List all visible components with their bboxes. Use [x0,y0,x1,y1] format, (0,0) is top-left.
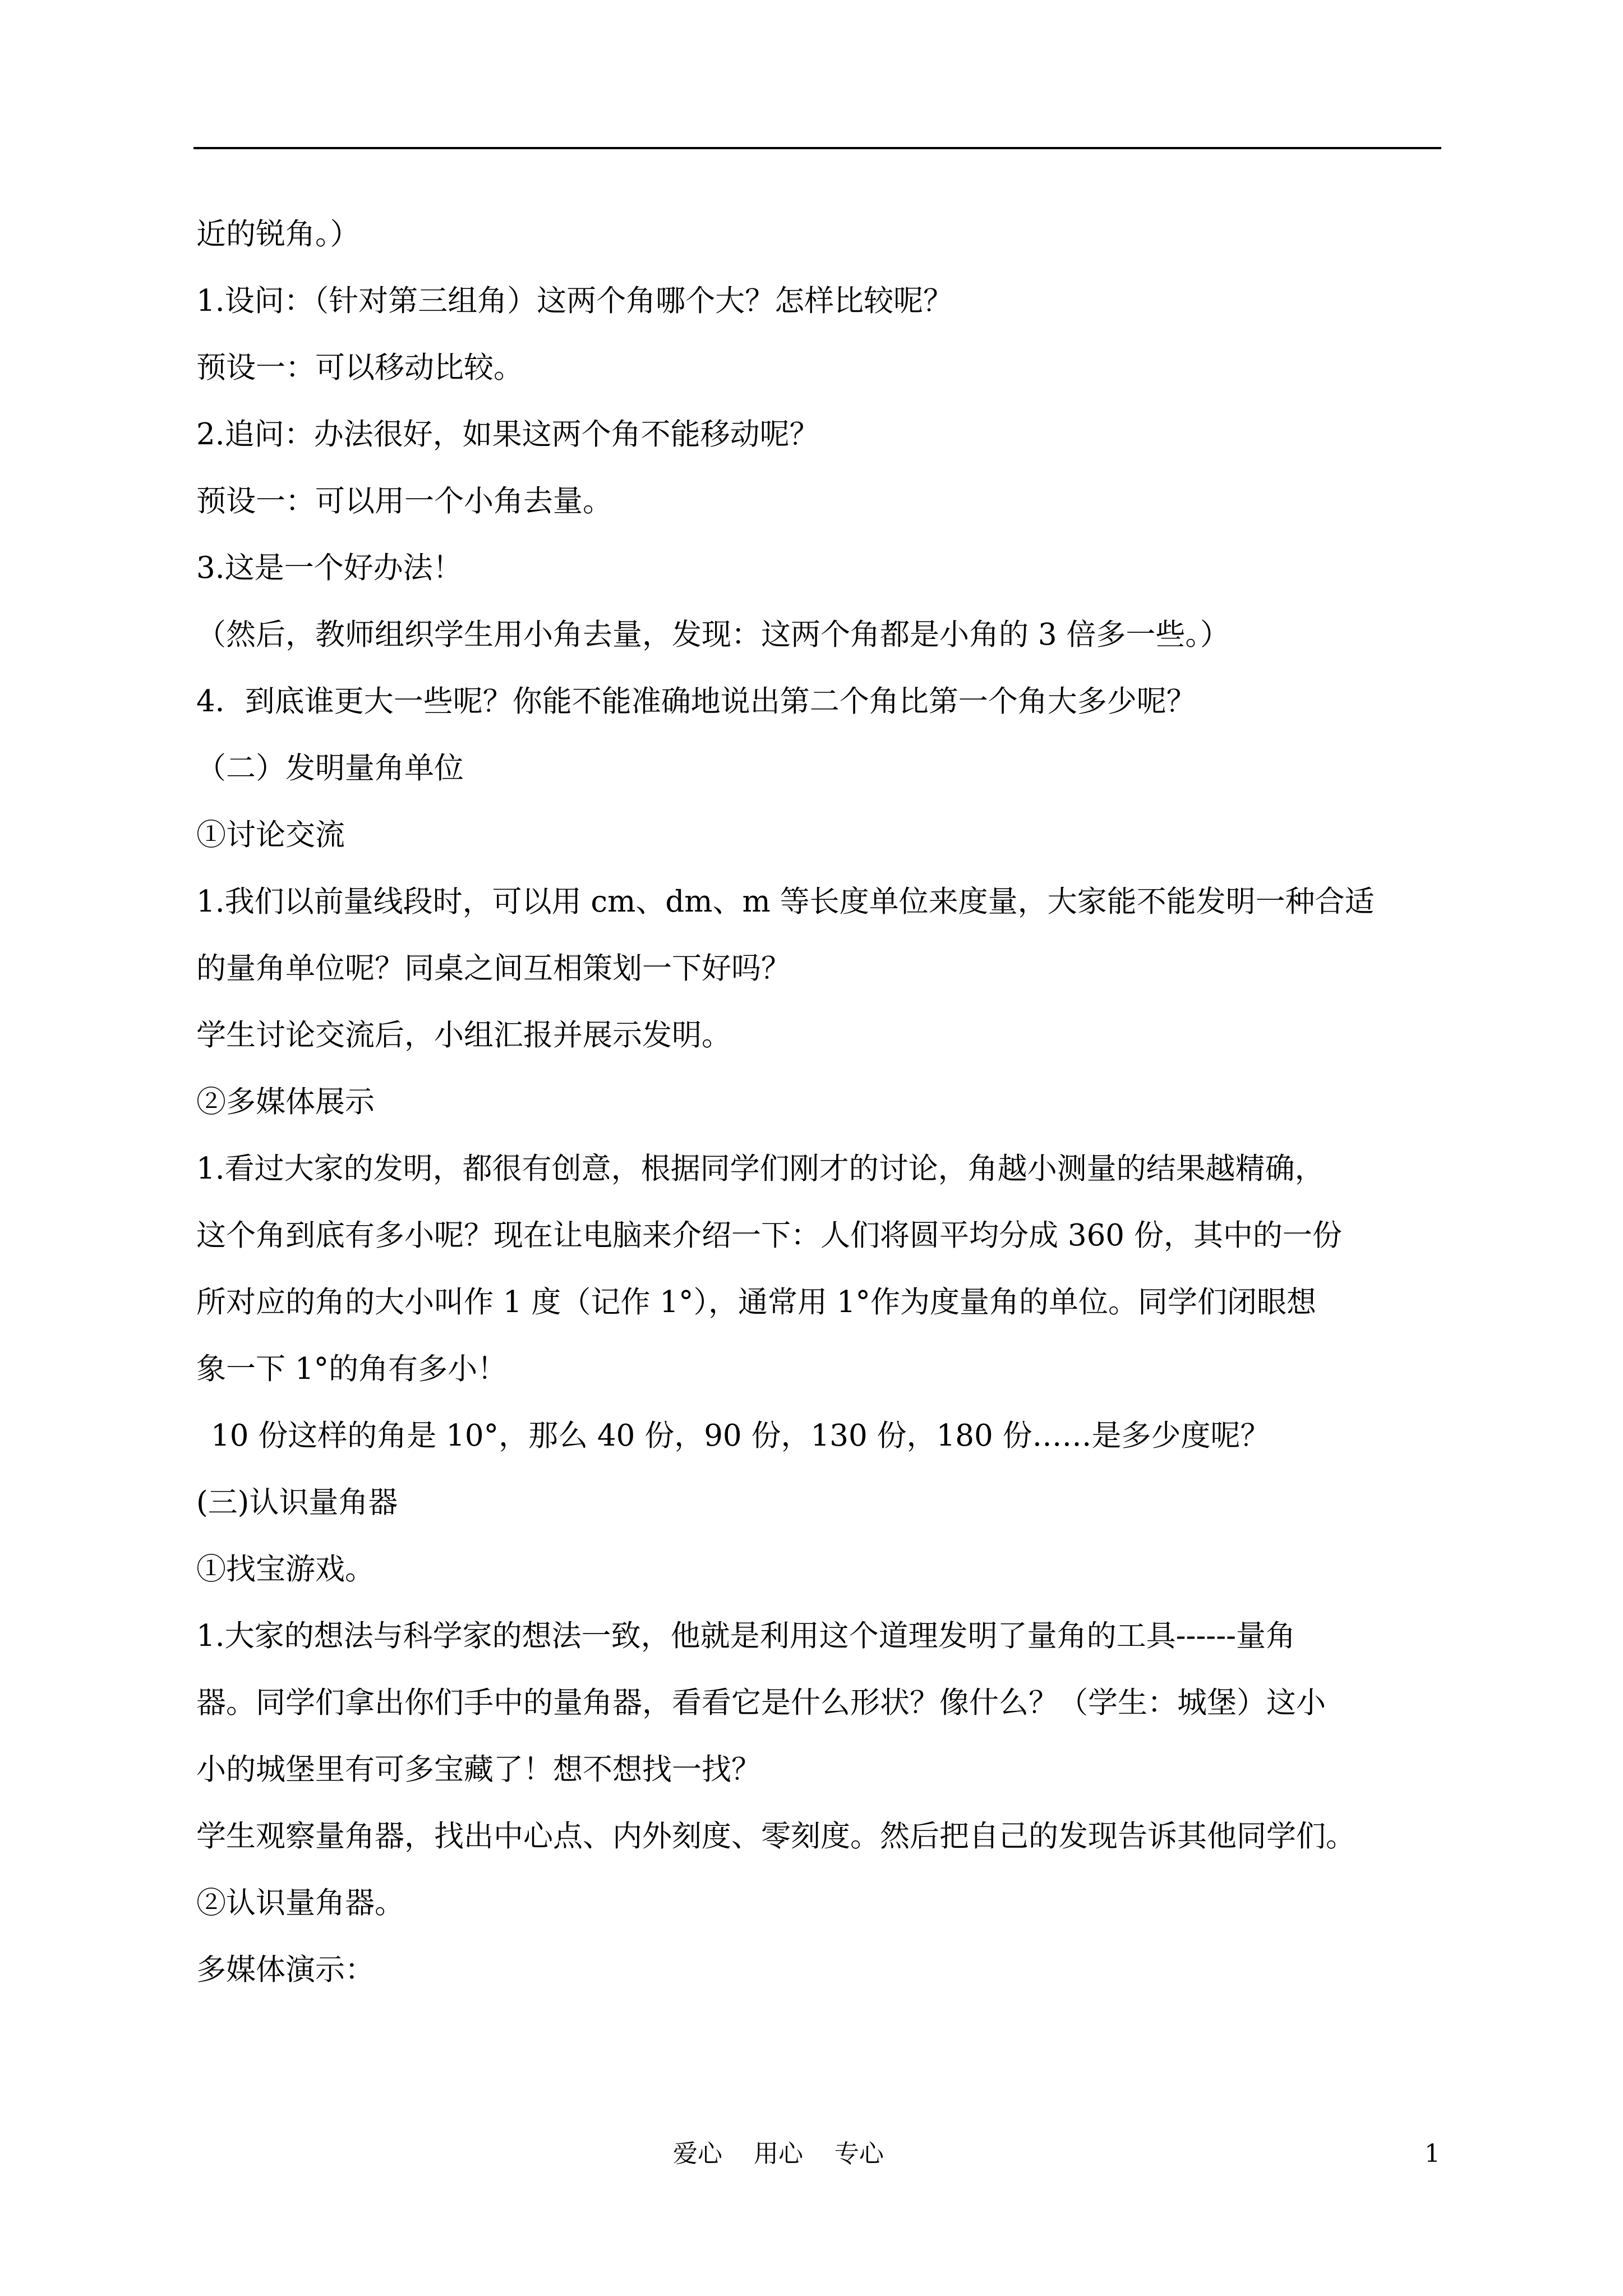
text-line: 小的城堡里有可多宝藏了！想不想找一找？ [196,1752,761,1787]
subsection-heading: ②多媒体展示 [196,1085,375,1119]
text-line: 多媒体演示： [196,1953,375,1987]
text-line: 1.看过大家的发明，都很有创意，根据同学们刚才的讨论，角越小测量的结果越精确， [196,1152,1325,1186]
text-line: （然后，教师组织学生用小角去量，发现：这两个角都是小角的 3 倍多一些。） [196,618,1230,652]
page-footer [0,2134,1623,2174]
text-line: 1.大家的想法与科学家的想法一致，他就是利用这个道理发明了量角的工具------量角 [196,1619,1296,1653]
page-number: 1 [1424,2139,1440,2168]
text-line: 4．到底谁更大一些呢？你能不能准确地说出第二个角比第一个角大多少呢？ [196,684,1196,719]
text-line: 3.这是一个好办法！ [196,551,463,585]
text-line: 预设一：可以用一个小角去量。 [196,484,612,518]
text-line: 1.我们以前量线段时，可以用 cm、dm、m 等长度单位来度量，大家能不能发明一种合适 [196,885,1375,919]
subsection-heading: ①找宝游戏。 [196,1552,375,1586]
text-line: 学生讨论交流后，小组汇报并展示发明。 [196,1018,731,1052]
subsection-heading: ①讨论交流 [196,818,345,852]
section-heading: （二）发明量角单位 [196,751,464,785]
text-line: 象一下 1°的角有多小！ [196,1352,508,1386]
section-heading: (三)认识量角器 [196,1485,398,1520]
text-line: 学生观察量角器，找出中心点、内外刻度、零刻度。然后把自己的发现告诉其他同学们。 [196,1819,1355,1853]
text-line: 这个角到底有多小呢？现在让电脑来介绍一下：人们将圆平均分成 360 份，其中的一份 [196,1218,1342,1253]
document-body [196,201,1447,2003]
text-line: 预设一：可以移动比较。 [196,351,523,385]
text-line: 所对应的角的大小叫作 1 度（记作 1°），通常用 1°作为度量角的单位。同学们闭眼想 [196,1285,1317,1319]
subsection-heading: ②认识量角器。 [196,1886,404,1920]
text-line: 1.设问：（针对第三组角）这两个角哪个大？怎样比较呢？ [196,284,953,318]
text-line: 10 份这样的角是 10°，那么 40 份，90 份，130 份，180 份……是多少度呢？ [211,1419,1270,1453]
text-line: 近的锐角。） [196,217,360,251]
text-line: 器。同学们拿出你们手中的量角器，看看它是什么形状？像什么？（学生：城堡）这小 [196,1686,1326,1720]
header-rule [193,147,1441,149]
text-line: 的量角单位呢？同桌之间互相策划一下好吗？ [196,951,791,986]
text-line: 2.追问：办法很好，如果这两个角不能移动呢？ [196,417,819,452]
footer-motto: 爱心 用心 专心 [673,2139,884,2168]
